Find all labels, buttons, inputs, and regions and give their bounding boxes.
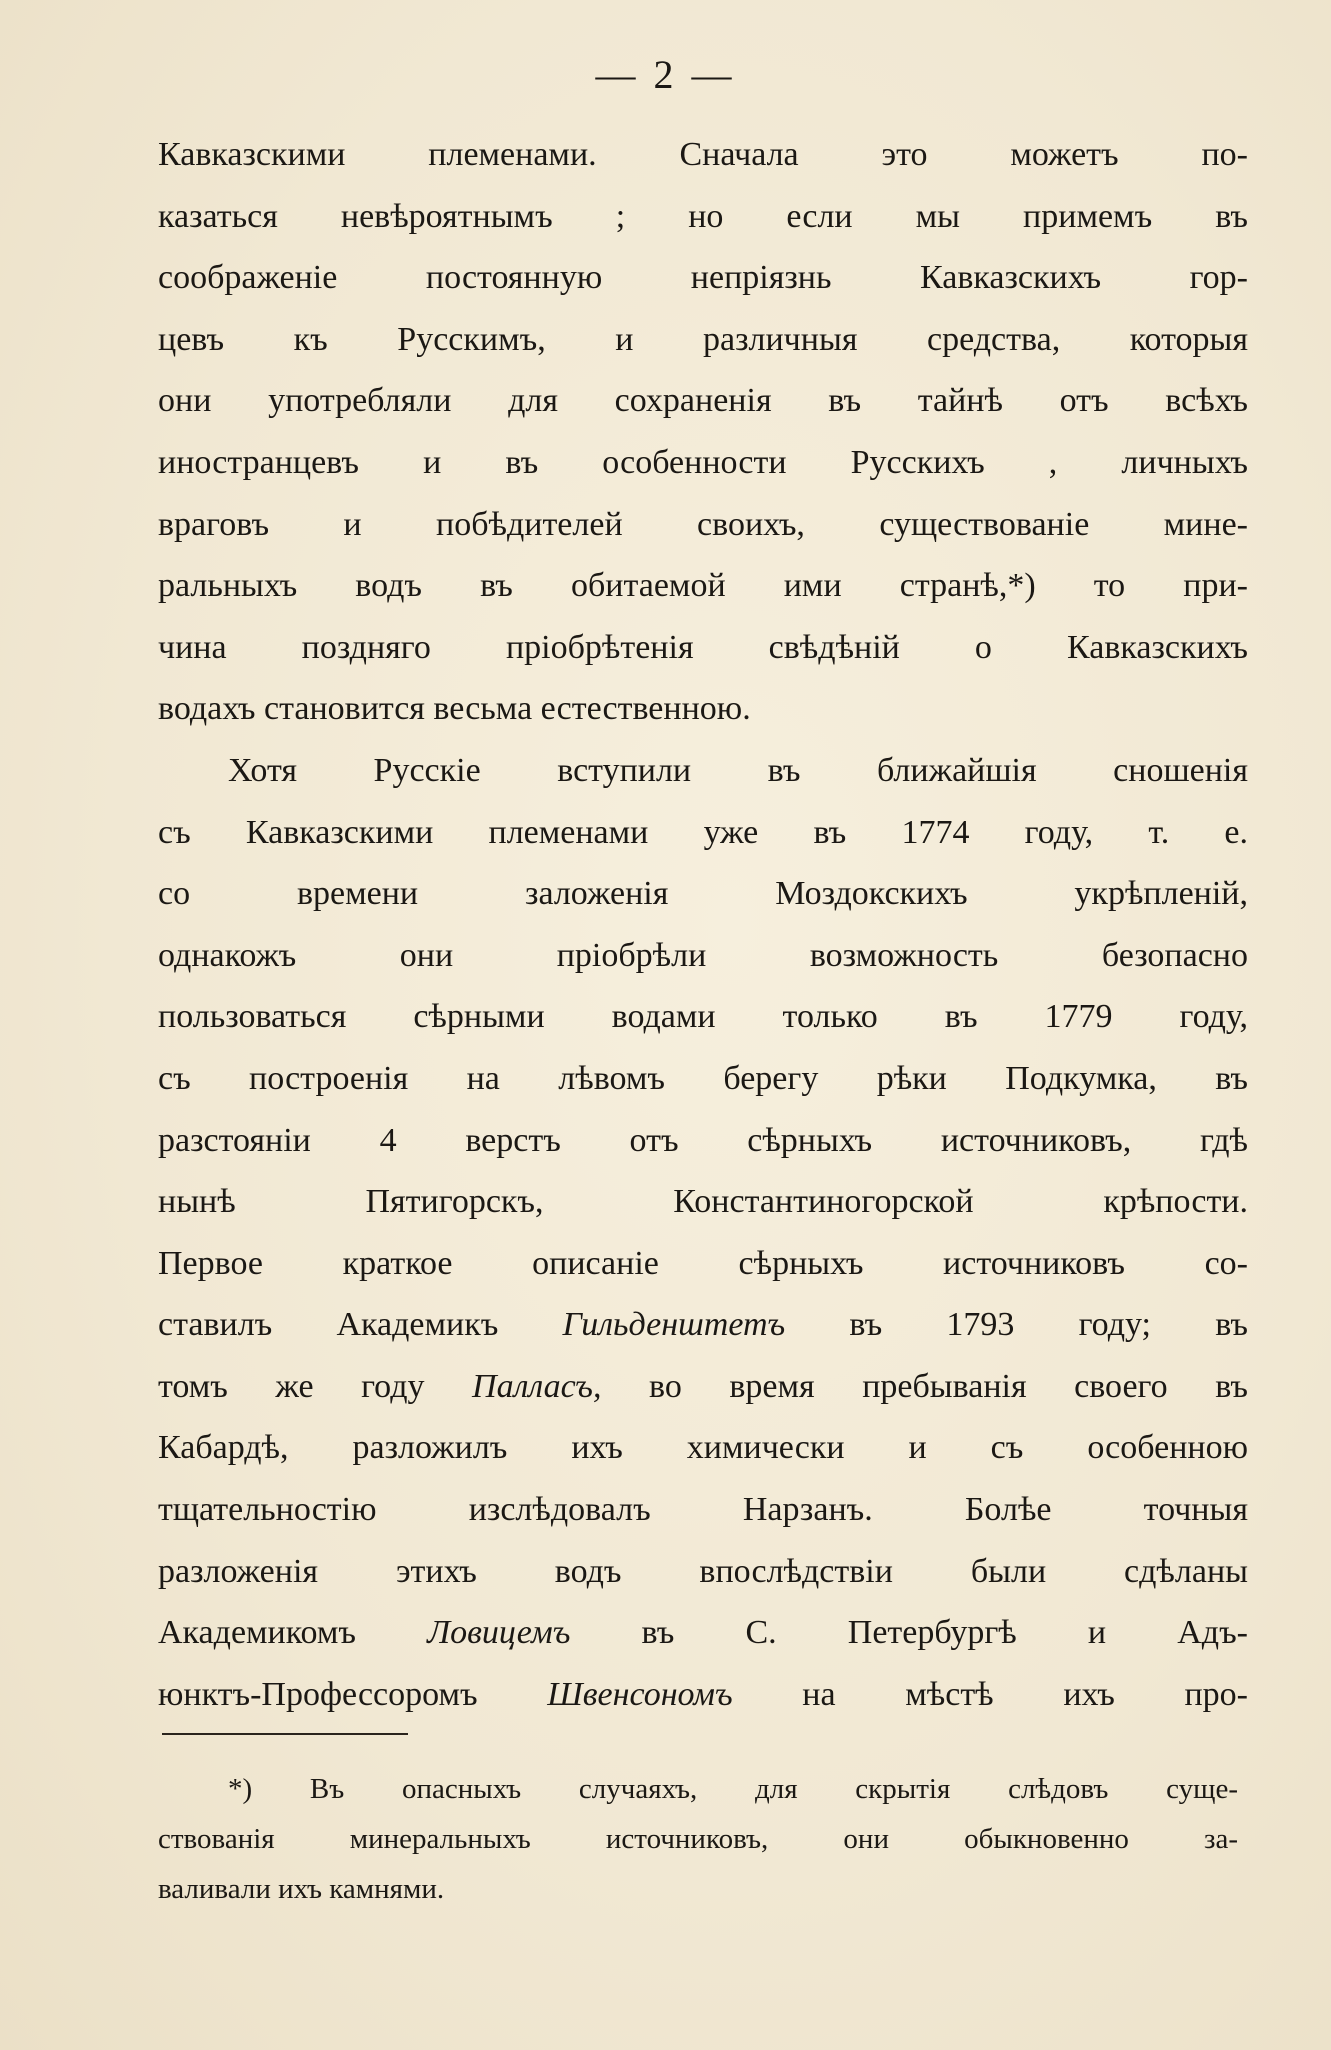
italic-name: Гильденштетъ [562, 1306, 786, 1344]
text-line: Хотя Русскіе вступили въ ближайшія сношенія [228, 751, 1248, 789]
text-segment: Академикомъ [158, 1614, 428, 1652]
text-line: разстояніи 4 верстъ отъ сѣрныхъ источниковъ, гдѣ [158, 1121, 1248, 1159]
text-line: казаться невѣроятнымъ ; но если мы примемъ въ [158, 197, 1248, 235]
text-segment: въ С. Петербургѣ и Адъ- [570, 1614, 1248, 1652]
text-line: Кавказскими племенами. Сначала это можетъ по- [158, 136, 1248, 173]
text-line: иностранцевъ и въ особенности Русскихъ , личныхъ [158, 443, 1248, 481]
text-line: съ построенія на лѣвомъ берегу рѣки Подкумка, въ [158, 1059, 1248, 1097]
text-line: ральныхъ водъ въ обитаемой ими странѣ,*) то при- [158, 567, 1248, 605]
italic-name: Ловицемъ [427, 1614, 571, 1652]
footnote-line: ствованія минеральныхъ источниковъ, они обыкновенно за- [158, 1823, 1238, 1855]
text-line: водахъ становится весьма естественною. [158, 690, 751, 728]
footnote [158, 1764, 1238, 1914]
italic-name: Швенсономъ [547, 1675, 733, 1713]
text-line: однакожъ они пріобрѣли возможность безопасно [158, 936, 1248, 974]
text-line [158, 1602, 1248, 1664]
footnote-divider [162, 1733, 408, 1735]
text-line: разложенія этихъ водъ впослѣдствіи были сдѣланы [158, 1552, 1248, 1590]
text-line: они употребляли для сохраненія въ тайнѣ отъ всѣхъ [158, 382, 1248, 420]
text-line: чина поздняго пріобрѣтенія свѣдѣній о Кавказскихъ [158, 628, 1248, 666]
text-line [158, 1664, 1248, 1726]
text-line: Кабардѣ, разложилъ ихъ химически и съ особенною [158, 1429, 1248, 1467]
text-segment: ставилъ Академикъ [158, 1306, 563, 1344]
main-text [158, 124, 1248, 1725]
text-segment: въ 1793 году; въ [785, 1306, 1248, 1344]
page-number: — 2 — [595, 52, 736, 97]
footnote-line: *) Въ опасныхъ случаяхъ, для скрытія слѣдовъ суще- [228, 1773, 1238, 1805]
text-segment: во время пребыванія своего въ [601, 1367, 1248, 1405]
text-line: цевъ къ Русскимъ, и различныя средства, которыя [158, 320, 1248, 358]
text-line: съ Кавказскими племенами уже въ 1774 году, т. е. [158, 813, 1248, 851]
text-segment: на мѣстѣ ихъ про- [732, 1675, 1248, 1713]
text-line: враговъ и побѣдителей своихъ, существованіе мине- [158, 505, 1248, 543]
italic-name: Палласъ, [472, 1367, 602, 1405]
text-segment: юнктъ-Профессоромъ [158, 1675, 548, 1713]
text-line [158, 1294, 1248, 1356]
text-line: пользоваться сѣрными водами только въ 1779 году, [158, 998, 1248, 1036]
text-line [158, 1356, 1248, 1418]
footnote-line: валивали ихъ камнями. [158, 1873, 445, 1905]
text-segment: томъ же году [158, 1367, 473, 1405]
text-line: Первое краткое описаніе сѣрныхъ источниковъ со- [158, 1244, 1248, 1282]
text-line: нынѣ Пятигорскъ, Константиногорской крѣпости. [158, 1183, 1248, 1221]
text-line: соображеніе постоянную непріязнь Кавказскихъ гор- [158, 259, 1248, 297]
text-line: тщательностію изслѣдовалъ Нарзанъ. Болѣе точныя [158, 1491, 1248, 1529]
text-line: со времени заложенія Моздокскихъ укрѣпленій, [158, 875, 1248, 913]
